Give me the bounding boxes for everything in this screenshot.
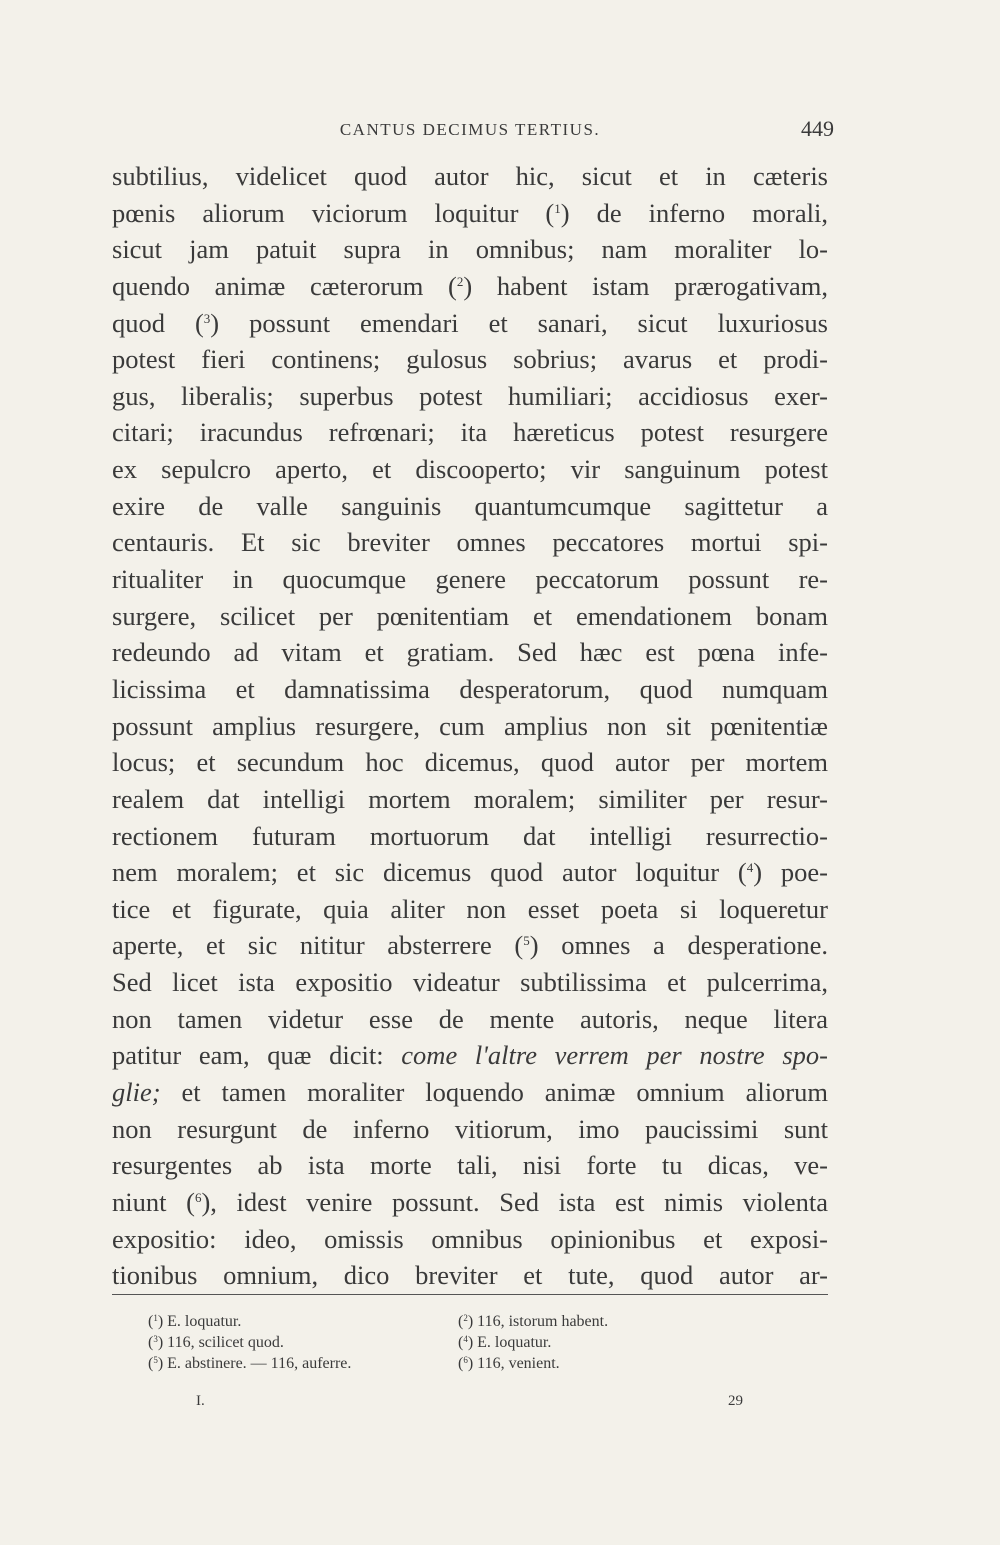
text-line: aperte, et sic nititur absterrere ($^5$) omnes a desperatione. — [112, 930, 828, 961]
body-text — [112, 158, 828, 1294]
footnote: ($^4$) E. loquatur. — [458, 1334, 552, 1351]
text-line: resurgentes ab ista morte tali, nisi forte tu dicas, ve- — [112, 1150, 828, 1181]
text-line: citari; iracundus refrœnari; ita hæreticus potest resurgere — [112, 417, 828, 448]
text-line: quendo animæ cæterorum ($^2$) habent istam prærogativam, — [112, 270, 829, 301]
gathering-signature: 29 — [728, 1393, 743, 1409]
text-line: non resurgunt de inferno vitiorum, imo paucissimi sunt — [112, 1113, 828, 1144]
text-line: rectionem futuram mortuorum dat intelligi resurrectio- — [112, 820, 828, 851]
footnote-ref: 1 — [554, 200, 561, 216]
italic-quotation: come l'altre verrem per nostre spo- — [401, 1040, 828, 1071]
text-line: glie; et tamen moraliter loquendo animæ omnium aliorum — [112, 1077, 828, 1108]
footnote-ref: 3 — [203, 310, 211, 326]
footnote: ($^1$) E. loquatur. — [148, 1313, 242, 1330]
page-number: 449 — [801, 116, 834, 141]
text-line: realem dat intelligi mortem moralem; similiter per resur- — [112, 783, 828, 814]
footnote-row — [148, 1311, 768, 1332]
text-line: non tamen videtur esse de mente autoris, neque litera — [112, 1003, 828, 1034]
footnote: ($^2$) 116, istorum habent. — [458, 1313, 609, 1330]
footnote-row — [148, 1353, 768, 1374]
text-line: centauris. Et sic breviter omnes peccatores mortui spi- — [112, 527, 828, 558]
footnotes — [148, 1311, 768, 1374]
footnote: ($^6$) 116, venient. — [458, 1355, 560, 1372]
running-head — [112, 116, 834, 144]
italic-quotation: glie; — [112, 1077, 161, 1108]
footnote-ref: 2 — [456, 273, 464, 289]
running-title: CANTUS DECIMUS TERTIUS. — [339, 120, 601, 139]
text-line: subtilius, videlicet quod autor hic, sicut et in cæteris — [112, 161, 828, 191]
footnote: ($^5$) E. abstinere. — 116, auferre. — [148, 1355, 352, 1372]
footnote-row — [148, 1332, 768, 1353]
text-line: redeundo ad vitam et gratiam. Sed hæc est pœna infe- — [112, 637, 828, 668]
text-line: tice et figurate, quia aliter non esset poeta si loqueretur — [112, 893, 828, 924]
text-line: gus, liberalis; superbus potest humiliari; accidiosus exer- — [112, 380, 828, 411]
text-line: sicut jam patuit supra in omnibus; nam moraliter lo- — [112, 234, 828, 265]
text-line: quod ($^3$) possunt emendari et sanari, sicut luxuriosus — [112, 307, 828, 338]
volume-signature: I. — [196, 1393, 205, 1409]
footnote-ref: 4 — [746, 860, 754, 876]
text-line: licissima et damnatissima desperatorum, quod numquam — [112, 673, 828, 704]
text-line: ex sepulcro aperto, et discooperto; vir sanguinum potest — [112, 454, 828, 485]
text-line: niunt ($^6$), idest venire possunt. Sed ista est nimis violenta — [112, 1186, 828, 1217]
footnote-ref: 5 — [523, 933, 530, 949]
text-line: patitur eam, quæ dicit: come l'altre verrem per nostre spo- — [112, 1040, 828, 1071]
text-line: Sed licet ista expositio videatur subtilissima et pulcerrima, — [112, 967, 828, 998]
text-line: ritualiter in quocumque genere peccatorum possunt re- — [112, 564, 828, 595]
text-line: possunt amplius resurgere, cum amplius non sit pœnitentiæ — [112, 710, 828, 741]
text-line: pœnis aliorum viciorum loquitur ($^1$) de inferno morali, — [112, 197, 828, 228]
footnote-ref: 6 — [194, 1189, 202, 1205]
text-line: potest fieri continens; gulosus sobrius; avarus et prodi- — [112, 344, 828, 375]
footnote: ($^3$) 116, scilicet quod. — [148, 1334, 284, 1351]
text-line: expositio: ideo, omissis omnibus opinionibus et exposi- — [112, 1223, 828, 1254]
text-line: tionibus omnium, dico breviter et tute, quod autor ar- — [112, 1260, 828, 1291]
text-line: exire de valle sanguinis quantumcumque sagittetur a — [112, 490, 828, 521]
text-line: nem moralem; et sic dicemus quod autor loquitur ($^4$) poe- — [112, 857, 828, 888]
footnote-divider — [112, 1294, 828, 1295]
text-line: locus; et secundum hoc dicemus, quod autor per mortem — [112, 747, 828, 778]
text-line: surgere, scilicet per pœnitentiam et emendationem bonam — [112, 600, 828, 631]
